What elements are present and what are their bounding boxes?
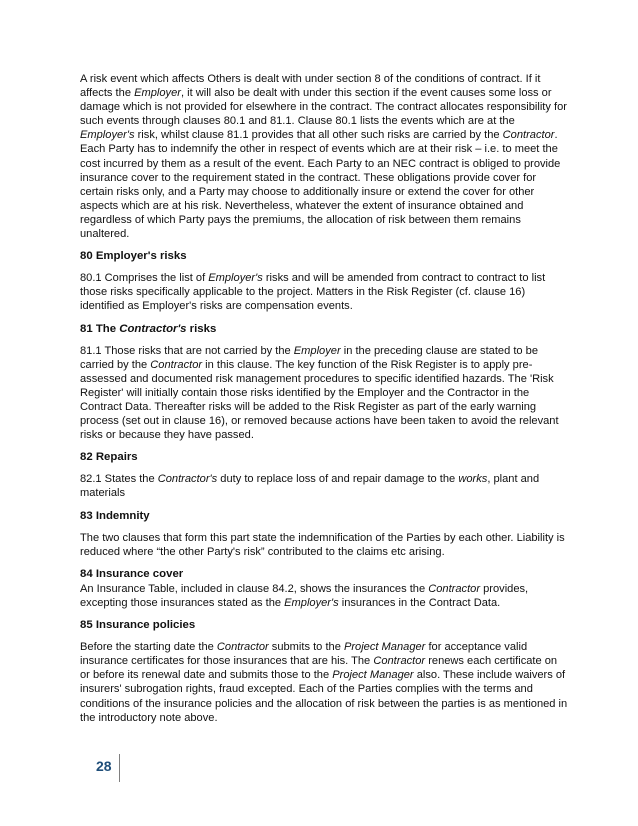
section-heading-83 [80, 509, 570, 523]
emphasis-text: Contractor [502, 129, 555, 142]
document-body [80, 72, 570, 733]
emphasis-text: Employer's [284, 597, 339, 609]
emphasis-text: Employer's [208, 272, 263, 285]
text-run: 85 Insurance policies [80, 619, 196, 632]
emphasis-text: Employer's [80, 129, 135, 142]
emphasis-text: Contractor's [157, 473, 218, 486]
text-run: An Insurance Table, included in clause 84.2, shows the insurances the [80, 582, 429, 595]
text-run: for acceptance valid insurance certificates for those insurances that are his. The [80, 641, 528, 668]
text-run: 80 Employer's risks [80, 250, 187, 263]
text-run: 80.1 Comprises the list of [80, 272, 209, 285]
section-heading-84 [80, 567, 570, 581]
text-run: insurances in the Contract Data. [338, 597, 501, 609]
text-run: 81 The [80, 322, 120, 335]
text-run: 83 Indemnity [80, 509, 150, 522]
emphasis-text: Employer [134, 87, 181, 100]
section-body-81 [80, 344, 570, 443]
emphasis-text: Contractor [150, 358, 203, 371]
text-run: A risk event which affects Others is dealt with under section 8 of the conditions of contract. If it affects the [80, 73, 541, 100]
text-run: in the preceding clause are stated to be carried by the [80, 344, 538, 371]
text-run: 84 Insurance cover [80, 567, 184, 580]
section-body-82 [80, 472, 570, 500]
emphasis-text: Contractor [216, 641, 269, 654]
section-body-84 [80, 582, 570, 610]
text-run: provides, excepting those insurances stated as the [80, 582, 529, 609]
text-run: , plant and materials [80, 473, 540, 500]
text-run: 82 Repairs [80, 451, 138, 464]
text-run: risks and will be amended from contract to contract to list those risks specifically applicable to the project. Matters in the Risk Register (cf. clause 16) identified as Employer's risks are compensation events. [80, 272, 546, 313]
footer-divider [119, 754, 120, 782]
emphasis-text: Project Manager [332, 669, 414, 682]
section-body-80 [80, 271, 570, 313]
text-run: risk, whilst clause 81.1 provides that all other such risks are carried by the [134, 129, 503, 142]
text-run: risks [186, 322, 217, 335]
text-run: also. These include waivers of insurers' subrogation rights, fraud excepted. Each of the Parties complies with the terms and conditions of the insurance policies and the allocation of risk between the parties is as mentioned in the introductory note above. [80, 669, 568, 724]
emphasis-text: Contractor [428, 582, 481, 595]
emphasis-text: Contractor [373, 655, 426, 668]
emphasis-text: Employer [293, 344, 341, 357]
emphasis-text: Project Manager [343, 641, 426, 654]
text-run: in this clause. The key function of the Risk Register is to apply pre-assessed and documented risk management procedures to specific identified hazards. The 'Risk Register' will initially contain those risks identified by the Employer and the Contractor in the Contract Data. Thereafter risks will be added to the Risk Register as part of the early warning process (set out in clause 16), or removed because actions have been taken to avoid the relevant risks or because they have passed. [80, 358, 559, 442]
page-number: 28 [96, 758, 112, 774]
section-heading-80 [80, 249, 570, 263]
section-heading-81 [80, 322, 570, 336]
text-run: , it will also be dealt with under this section if the event causes some loss or damage which is not provided for elsewhere in the contract. The contract allocates responsibility for such events through clauses 80.1 and 81.1. Clause 80.1 lists the events which are at the [80, 87, 567, 128]
text-run: renews each certificate on or before its renewal date and submits those to the [80, 655, 558, 682]
text-run: 82.1 States the [80, 473, 158, 486]
text-run: duty to replace loss of and repair damage to the [217, 473, 459, 486]
emphasis-text: Contractor's [119, 322, 187, 335]
section-body-83 [80, 531, 570, 559]
section-body-85 [80, 640, 570, 725]
text-run: Before the starting date the [80, 641, 217, 654]
text-run: submits to the [268, 641, 344, 654]
text-run: 81.1 Those risks that are not carried by the [80, 344, 294, 357]
section-heading-85 [80, 618, 570, 632]
emphasis-text: works [458, 473, 488, 486]
intro-paragraph [80, 72, 570, 241]
text-run: The two clauses that form this part state the indemnification of the Parties by each other. Liability is reduced where “the other Party's risk” contributed to the claims etc arising. [80, 531, 565, 558]
text-run: . Each Party has to indemnify the other in respect of events which are at their risk – i.e. to meet the cost incurred by them as a result of the event. Each Party to an NEC contract is obliged to provide insurance cover to the requirement stated in the contract. These obligations provide cover for certain risks only, and a Party may choose to additionally insure or extend the cover for other aspects which are at his risk. Nevertheless, whatever the extent of insurance obtained and regardless of which Party pays the premiums, the allocation of risk between them remains unaltered. [80, 129, 561, 241]
section-heading-82 [80, 450, 570, 464]
page-footer [79, 754, 129, 784]
